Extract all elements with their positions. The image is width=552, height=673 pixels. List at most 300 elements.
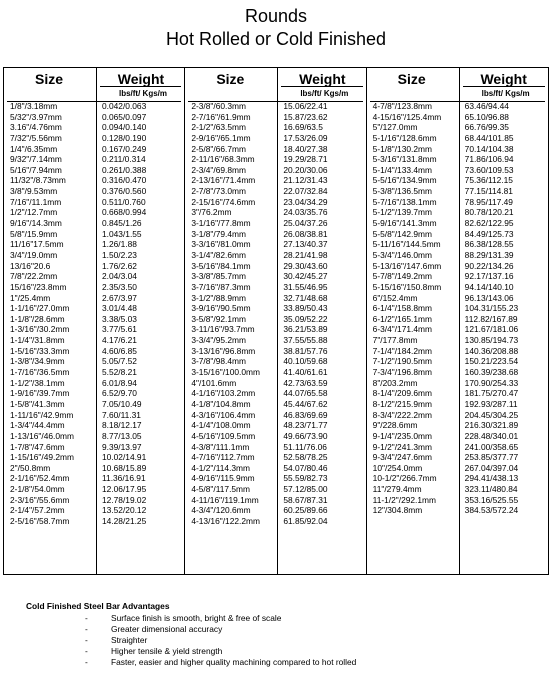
list-item: [85, 624, 356, 635]
weight-unit-header: lbs/ft/ Kgs/m: [481, 89, 530, 98]
table-row: [185, 207, 365, 218]
table-row: [4, 346, 184, 357]
bullet-dash: -: [85, 613, 88, 623]
list-item: [85, 613, 356, 624]
table-row: [4, 186, 184, 197]
table-row: [4, 484, 184, 495]
weight-cell: 140.36/208.88: [464, 345, 519, 356]
size-cell: 4-13/16"/122.2mm: [191, 515, 260, 526]
bullet-dash: -: [85, 657, 88, 667]
table-row: [367, 229, 548, 240]
size-cell: 5/16"/7.94mm: [10, 164, 62, 175]
weight-cell: 1.26/1.88: [102, 239, 137, 250]
table-row: [4, 112, 184, 123]
weight-cell: 192.93/287.11: [464, 398, 518, 409]
table-row: [367, 218, 548, 229]
weight-cell: 45.44/67.62: [283, 398, 328, 409]
table-row: [367, 324, 548, 335]
weight-cell: 31.55/46.95: [283, 281, 328, 292]
size-cell: 1-1/16"/27.0mm: [10, 303, 70, 314]
weight-cell: 22.07/32.84: [283, 186, 328, 197]
table-row: [185, 442, 365, 453]
advantage-text: Faster, easier and higher quality machining compared to hot rolled: [111, 657, 357, 667]
page-subtitle: Hot Rolled or Cold Finished: [165, 29, 387, 49]
rounds-table: [3, 67, 549, 575]
table-row: [185, 175, 365, 186]
table-row: [367, 144, 548, 155]
weight-cell: 24.03/35.76: [283, 207, 328, 218]
weight-cell: 150.21/223.54: [464, 356, 519, 367]
table-rows: [367, 101, 548, 516]
table-row: [367, 165, 548, 176]
size-cell: 5-9/16"/141.3mm: [372, 218, 437, 229]
weight-cell: 73.60/109.53: [464, 164, 514, 175]
size-cell: 12"/304.8mm: [372, 505, 423, 516]
table-row: [185, 197, 365, 208]
weight-cell: 18.40/27.38: [283, 143, 328, 154]
weight-cell: 54.07/80.46: [283, 462, 328, 473]
weight-cell: 0.094/0.140: [102, 122, 147, 133]
weight-cell: 77.15/114.81: [464, 186, 513, 197]
weight-cell: 38.81/57.76: [283, 345, 328, 356]
table-row: [4, 154, 184, 165]
size-cell: 4-3/16"/106.4mm: [191, 409, 256, 420]
weight-cell: 3.38/5.03: [102, 313, 137, 324]
size-cell: 1/4"/6.35mm: [10, 143, 58, 154]
size-cell: 5-7/16"/138.1mm: [372, 196, 437, 207]
weight-cell: 253.85/377.77: [464, 452, 519, 463]
size-cell: 2-11/16"/68.3mm: [191, 154, 255, 165]
weight-cell: 216.30/321.89: [464, 420, 519, 431]
size-cell: 1-3/4"/44.4mm: [10, 420, 65, 431]
weight-cell: 12.78/19.02: [102, 494, 147, 505]
size-cell: 5/8"/15.9mm: [10, 228, 58, 239]
table-row: [4, 165, 184, 176]
weight-cell: 42.73/63.59: [283, 377, 328, 388]
weight-cell: 40.10/59.68: [283, 356, 328, 367]
size-cell: 3-15/16"/100.0mm: [191, 367, 260, 378]
advantage-text: Straighter: [111, 635, 148, 645]
size-cell: 4-5/16"/109.5mm: [191, 430, 256, 441]
weight-cell: 12.06/17.95: [102, 484, 147, 495]
size-cell: 1-3/8"/34.9mm: [10, 356, 65, 367]
size-cell: 5-5/16"/134.9mm: [372, 175, 437, 186]
weight-cell: 23.04/34.29: [283, 196, 328, 207]
size-cell: 1-9/16"/39.7mm: [10, 388, 70, 399]
weight-cell: 6.01/8.94: [102, 377, 137, 388]
size-cell: 7/32"/5.56mm: [10, 132, 62, 143]
weight-cell: 9.39/13.97: [102, 441, 142, 452]
weight-cell: 71.86/106.94: [464, 154, 514, 165]
size-cell: 5-1/16"/128.6mm: [372, 132, 437, 143]
weight-cell: 29.30/43.60: [283, 260, 328, 271]
table-row: [185, 293, 365, 304]
weight-cell: 70.14/104.38: [464, 143, 514, 154]
table-row: [185, 154, 365, 165]
size-cell: 3-1/4"/82.6mm: [191, 249, 246, 260]
weight-unit-header: lbs/ft/ Kgs/m: [300, 89, 349, 98]
table-row: [185, 420, 365, 431]
table-row: [367, 112, 548, 123]
size-cell: 5-11/16"/144.5mm: [372, 239, 441, 250]
table-row: [4, 144, 184, 155]
size-cell: 5-3/16"/131.8mm: [372, 154, 437, 165]
table-row: [185, 165, 365, 176]
weight-header: Weight: [480, 71, 527, 87]
weight-cell: 86.38/128.55: [464, 239, 514, 250]
bullet-dash: -: [85, 635, 88, 645]
table-row: [4, 207, 184, 218]
size-cell: 2-5/16"/58.7mm: [10, 515, 70, 526]
list-item: [85, 657, 356, 668]
weight-cell: 323.11/480.84: [464, 484, 518, 495]
weight-cell: 0.316/0.470: [102, 175, 147, 186]
table-row: [185, 314, 365, 325]
weight-cell: 61.85/92.04: [283, 515, 328, 526]
table-row: [367, 495, 548, 506]
weight-cell: 0.128/0.190: [102, 132, 147, 143]
weight-cell: 3.77/5.61: [102, 324, 137, 335]
table-rows: [185, 101, 365, 527]
table-row: [367, 197, 548, 208]
size-cell: 4-11/16"/119.1mm: [191, 494, 259, 505]
table-row: [185, 122, 365, 133]
weight-cell: 44.07/65.58: [283, 388, 328, 399]
table-row: [367, 346, 548, 357]
table-row: [367, 303, 548, 314]
weight-cell: 21.12/31.43: [283, 175, 328, 186]
weight-cell: 228.48/340.01: [464, 430, 519, 441]
table-row: [4, 133, 184, 144]
size-cell: 4-1/4"/108.0mm: [191, 420, 251, 431]
weight-cell: 1.76/2.62: [102, 260, 137, 271]
table-row: [4, 239, 184, 250]
size-cell: 11/16"17.5mm: [10, 239, 64, 250]
table-row: [367, 282, 548, 293]
weight-cell: 88.29/131.39: [464, 249, 514, 260]
table-row: [185, 144, 365, 155]
table-row: [367, 122, 548, 133]
weight-cell: 104.31/155.23: [464, 303, 519, 314]
size-cell: 8"/203.2mm: [372, 377, 418, 388]
weight-cell: 11.36/16.91: [102, 473, 146, 484]
table-row: [4, 378, 184, 389]
table-row: [185, 495, 365, 506]
size-cell: 9-1/4"/235.0mm: [372, 430, 432, 441]
table-row: [4, 101, 184, 112]
size-cell: 1"/25.4mm: [10, 292, 51, 303]
weight-cell: 78.95/117.49: [464, 196, 513, 207]
weight-cell: 26.08/38.81: [283, 228, 328, 239]
table-row: [4, 356, 184, 367]
size-cell: 2-13/16"/71.4mm: [191, 175, 256, 186]
table-row: [367, 484, 548, 495]
size-cell: 7-3/4"/196.8mm: [372, 367, 432, 378]
table-row: [185, 282, 365, 293]
table-row: [185, 484, 365, 495]
list-item: [85, 635, 356, 646]
table-row: [185, 303, 365, 314]
table-row: [367, 452, 548, 463]
size-cell: 3-5/8"/92.1mm: [191, 313, 246, 324]
size-cell: 4"/101.6mm: [191, 377, 237, 388]
table-row: [367, 239, 548, 250]
table-row: [4, 261, 184, 272]
bullet-dash: -: [85, 646, 88, 656]
weight-cell: 19.29/28.71: [283, 154, 328, 165]
size-cell: 5-3/4"/146.0mm: [372, 249, 432, 260]
weight-cell: 384.53/572.24: [464, 505, 519, 516]
table-row: [367, 463, 548, 474]
weight-cell: 28.21/41.98: [283, 249, 328, 260]
advantages-list: [85, 613, 356, 668]
weight-cell: 0.042/0.063: [102, 101, 147, 111]
weight-cell: 160.39/238.68: [464, 367, 519, 378]
table-row: [4, 324, 184, 335]
size-cell: 6-3/4"/171.4mm: [372, 324, 432, 335]
table-row: [4, 442, 184, 453]
weight-cell: 0.167/0.249: [102, 143, 147, 154]
size-cell: 4-5/8"/117.5mm: [191, 484, 251, 495]
size-cell: 2-1/2"/63.5mm: [191, 122, 246, 133]
weight-unit-header: lbs/ft/ Kgs/m: [118, 89, 167, 98]
size-cell: 9/32"/7.14mm: [10, 154, 62, 165]
size-cell: 2-9/16"/65.1mm: [191, 132, 251, 143]
size-cell: 9"/228.6mm: [372, 420, 418, 431]
weight-cell: 51.11/76.06: [283, 441, 327, 452]
size-cell: 2-7/8"/73.0mm: [191, 186, 246, 197]
weight-cell: 92.17/137.16: [464, 271, 514, 282]
size-cell: 4-7/8"/123.8mm: [372, 101, 432, 111]
table-row: [367, 431, 548, 442]
table-row: [4, 495, 184, 506]
table-row: [4, 420, 184, 431]
weight-cell: 7.60/11.31: [102, 409, 141, 420]
table-row: [185, 324, 365, 335]
size-cell: 3-1/8"/79.4mm: [191, 228, 246, 239]
table-row: [185, 473, 365, 484]
table-row: [185, 431, 365, 442]
table-row: [367, 207, 548, 218]
weight-cell: 58.67/87.31: [283, 494, 328, 505]
table-row: [185, 250, 365, 261]
size-cell: 3-7/16"/87.3mm: [191, 281, 251, 292]
size-cell: 13/16"20.6: [10, 260, 51, 271]
size-cell: 1-3/16"/30.2mm: [10, 324, 70, 335]
weight-cell: 80.78/120.21: [464, 207, 514, 218]
size-cell: 7"/177.8mm: [372, 335, 418, 346]
weight-cell: 204.45/304.25: [464, 409, 519, 420]
size-cell: 2-1/16"/52.4mm: [10, 473, 70, 484]
size-cell: 5-1/4"/133.4mm: [372, 164, 432, 175]
weight-cell: 5.52/8.21: [102, 367, 137, 378]
size-cell: 5/32"/3.97mm: [10, 111, 62, 122]
size-cell: 3-3/8"/85.7mm: [191, 271, 246, 282]
size-cell: 3"/76.2mm: [191, 207, 232, 218]
weight-cell: 267.04/397.04: [464, 462, 519, 473]
weight-cell: 3.01/4.48: [102, 303, 137, 314]
weight-cell: 27.13/40.37: [283, 239, 328, 250]
table-row: [4, 282, 184, 293]
table-row: [367, 101, 548, 112]
size-cell: 1/2"/12.7mm: [10, 207, 58, 218]
size-cell: 3.16"/4.76mm: [10, 122, 62, 133]
size-header: Size: [397, 71, 426, 87]
table-row: [185, 261, 365, 272]
size-cell: 1-1/2"/38.1mm: [10, 377, 65, 388]
table-row: [367, 186, 548, 197]
size-cell: 11-1/2"/292.1mm: [372, 494, 436, 505]
size-cell: 3-5/16"/84.1mm: [191, 260, 251, 271]
size-cell: 3-13/16"/96.8mm: [191, 345, 256, 356]
advantage-text: Surface finish is smooth, bright & free of scale: [111, 613, 282, 623]
size-cell: 9/16"/14.3mm: [10, 218, 62, 229]
weight-cell: 0.065/0.097: [102, 111, 147, 122]
table-row: [185, 367, 365, 378]
table-row: [185, 186, 365, 197]
size-cell: 5-5/8"/142.9mm: [372, 228, 432, 239]
weight-cell: 0.511/0.760: [102, 196, 146, 207]
table-row: [367, 367, 548, 378]
weight-cell: 13.52/20.12: [102, 505, 147, 516]
table-row: [367, 399, 548, 410]
table-row: [185, 218, 365, 229]
table-row: [367, 356, 548, 367]
size-cell: 1-11/16"/42.9mm: [10, 409, 74, 420]
table-row: [4, 250, 184, 261]
size-cell: 5-3/8"/136.5mm: [372, 186, 432, 197]
size-cell: 1/8"/3.18mm: [10, 101, 58, 111]
size-cell: 11"/279.4mm: [372, 484, 422, 495]
weight-cell: 14.28/21.25: [102, 515, 147, 526]
table-row: [185, 271, 365, 282]
table-row: [367, 378, 548, 389]
size-cell: 4-1/16"/103.2mm: [191, 388, 256, 399]
weight-cell: 2.35/3.50: [102, 281, 137, 292]
size-cell: 10"/254.0mm: [372, 462, 423, 473]
weight-cell: 49.66/73.90: [283, 430, 328, 441]
table-row: [4, 431, 184, 442]
size-cell: 3/4"/19.0mm: [10, 249, 58, 260]
weight-cell: 0.845/1.26: [102, 218, 142, 229]
size-cell: 5-1/2"/139.7mm: [372, 207, 432, 218]
table-row: [185, 399, 365, 410]
weight-cell: 37.55/55.88: [283, 335, 328, 346]
weight-cell: 68.44/101.85: [464, 132, 514, 143]
size-cell: 1-7/16"/36.5mm: [10, 367, 70, 378]
size-cell: 2-15/16"/74.6mm: [191, 196, 256, 207]
size-cell: 1-13/16"/46.0mm: [10, 430, 74, 441]
size-cell: 8-3/4"/222.2mm: [372, 409, 432, 420]
size-cell: 3-1/2"/88.9mm: [191, 292, 246, 303]
size-cell: 6-1/2"/165.1mm: [372, 313, 432, 324]
advantage-text: Higher tensile & yield strength: [111, 646, 223, 656]
table-row: [185, 452, 365, 463]
size-cell: 7-1/4"/184.2mm: [372, 345, 432, 356]
size-cell: 3/8"/9.53mm: [10, 186, 58, 197]
weight-cell: 57.12/85.00: [283, 484, 328, 495]
table-row: [4, 335, 184, 346]
weight-cell: 33.89/50.43: [283, 303, 328, 314]
size-cell: 1-7/8"/47.6mm: [10, 441, 65, 452]
table-row: [185, 133, 365, 144]
size-cell: 7/8"/22.2mm: [10, 271, 58, 282]
size-cell: 4-15/16"/125.4mm: [372, 111, 442, 122]
table-row: [367, 388, 548, 399]
table-row: [4, 122, 184, 133]
weight-cell: 32.71/48.68: [283, 292, 328, 303]
weight-cell: 0.376/0.560: [102, 186, 147, 197]
size-cell: 5-13/16"/147.6mm: [372, 260, 442, 271]
table-row: [367, 314, 548, 325]
weight-cell: 20.20/30.06: [283, 164, 328, 175]
size-cell: 9-3/4"/247.6mm: [372, 452, 432, 463]
size-cell: 8-1/2"/215.9mm: [372, 398, 432, 409]
weight-cell: 65.10/96.88: [464, 111, 509, 122]
table-row: [4, 399, 184, 410]
weight-cell: 41.40/61.61: [283, 367, 328, 378]
weight-cell: 2.04/3.04: [102, 271, 137, 282]
weight-cell: 15.87/23.62: [283, 111, 328, 122]
size-cell: 15/16"/23.8mm: [10, 281, 67, 292]
weight-cell: 25.04/37.26: [283, 218, 328, 229]
size-header: Size: [216, 71, 245, 87]
size-cell: 3-9/16"/90.5mm: [191, 303, 251, 314]
weight-cell: 36.21/53.89: [283, 324, 328, 335]
size-cell: 4-1/2"/114.3mm: [191, 462, 251, 473]
table-row: [4, 452, 184, 463]
weight-header: Weight: [117, 71, 165, 87]
table-row: [185, 112, 365, 123]
table-row: [367, 250, 548, 261]
table-row: [185, 229, 365, 240]
size-cell: 2-7/16"/61.9mm: [191, 111, 251, 122]
table-row: [367, 335, 548, 346]
size-cell: 1-1/4"/31.8mm: [10, 335, 65, 346]
size-cell: 4-7/16"/112.7mm: [191, 452, 255, 463]
table-row: [185, 410, 365, 421]
size-cell: 6"/152.4mm: [372, 292, 418, 303]
size-cell: 3-3/16"/81.0mm: [191, 239, 251, 250]
table-row: [185, 516, 365, 527]
size-cell: 5-1/8"/130.2mm: [372, 143, 432, 154]
size-header: Size: [34, 71, 63, 87]
size-cell: 3-3/4"/95.2mm: [191, 335, 246, 346]
weight-cell: 46.83/69.69: [283, 409, 328, 420]
table-row: [4, 505, 184, 516]
weight-cell: 181.75/270.47: [464, 388, 519, 399]
table-row: [4, 303, 184, 314]
weight-cell: 8.77/13.05: [102, 430, 142, 441]
weight-cell: 8.18/12.17: [102, 420, 142, 431]
size-cell: 1-5/16"/33.3mm: [10, 345, 70, 356]
weight-cell: 7.05/10.49: [102, 398, 142, 409]
table-row: [367, 473, 548, 484]
weight-cell: 130.85/194.73: [464, 335, 519, 346]
weight-cell: 0.668/0.994: [102, 207, 147, 218]
weight-cell: 10.02/14.91: [102, 452, 147, 463]
table-row: [185, 356, 365, 367]
weight-cell: 66.76/99.35: [464, 122, 509, 133]
table-row: [367, 133, 548, 144]
size-cell: 2"/50.8mm: [10, 462, 51, 473]
weight-cell: 60.25/89.66: [283, 505, 328, 516]
weight-cell: 6.52/9.70: [102, 388, 137, 399]
size-cell: 1-15/16"/49.2mm: [10, 452, 74, 463]
weight-cell: 294.41/438.13: [464, 473, 519, 484]
weight-cell: 170.90/254.33: [464, 377, 519, 388]
table-column: [4, 68, 185, 574]
